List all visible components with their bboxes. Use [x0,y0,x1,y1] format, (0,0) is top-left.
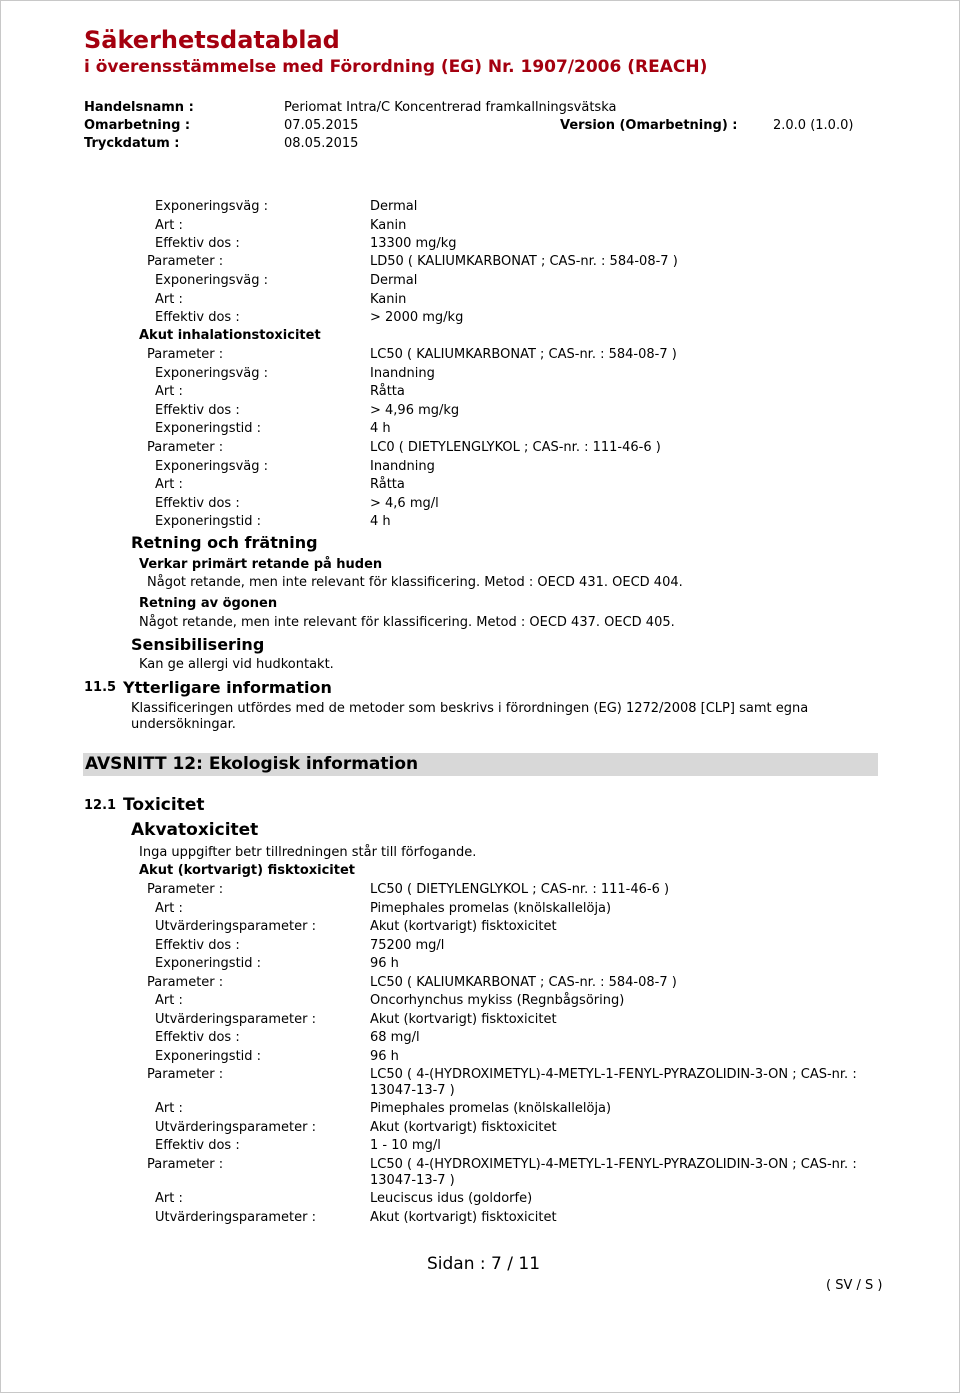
duration-value: 4 h [370,421,391,436]
eval-param-label: Utvärderingsparameter : [155,919,317,934]
skin-heading: Verkar primärt retande på huden [139,557,383,572]
print-date-label: Tryckdatum : [84,136,180,151]
dose-label: Effektiv dos : [155,236,240,251]
dose-value: 75200 mg/l [370,938,445,953]
species-label: Art : [155,292,183,307]
route-value: Dermal [370,273,418,288]
eval-param-value: Akut (kortvarigt) fisktoxicitet [370,1012,557,1027]
parameter-value: LC0 ( DIETYLENGLYKOL ; CAS-nr. : 111-46-6 ) [370,440,661,455]
fish-toxicity-heading: Akut (kortvarigt) fisktoxicitet [139,863,356,878]
sensitization-text: Kan ge allergi vid hudkontakt. [139,657,334,672]
dose-label: Effektiv dos : [155,1138,240,1153]
species-value: Oncorhynchus mykiss (Regnbågsöring) [370,993,625,1008]
parameter-label: Parameter : [147,1067,224,1082]
route-value: Inandning [370,366,435,381]
section-12-title: AVSNITT 12: Ekologisk information [85,754,419,774]
species-value: Pimephales promelas (knölskallelöja) [370,901,612,916]
parameter-value: LC50 ( 4-(HYDROXIMETYL)-4-METYL-1-FENYL-PYRAZOLIDIN-3-ON ; CAS-nr. : 13047-13-7 ) [370,1067,857,1098]
dose-value: > 4,6 mg/l [370,496,439,511]
document-title: Säkerhetsdatablad [84,26,340,54]
further-info-heading: Ytterligare information [123,678,332,697]
duration-value: 96 h [370,956,399,971]
section-number: 12.1 [84,798,117,813]
revision-label: Omarbetning : [84,118,191,133]
duration-value: 96 h [370,1049,399,1064]
parameter-label: Parameter : [147,1157,224,1172]
print-date-value: 08.05.2015 [284,136,359,151]
species-label: Art : [155,218,183,233]
revision-date: 07.05.2015 [284,118,359,133]
species-value: Råtta [370,384,405,399]
further-info-text: Klassificeringen utfördes med de metoder som beskrivs i förordningen (EG) 1272/2008 [CLP] samt egna undersökningar. [131,701,809,732]
route-label: Exponeringsväg : [155,273,268,288]
parameter-value: LD50 ( KALIUMKARBONAT ; CAS-nr. : 584-08-7 ) [370,254,678,269]
version-value: 2.0.0 (1.0.0) [773,118,854,133]
parameter-label: Parameter : [147,975,224,990]
species-value: Pimephales promelas (knölskallelöja) [370,1101,612,1116]
corrosion-heading: Retning och frätning [131,533,318,552]
species-label: Art : [155,1101,183,1116]
trade-name-label: Handelsnamn : [84,100,194,115]
parameter-value: LC50 ( DIETYLENGLYKOL ; CAS-nr. : 111-46-6 ) [370,882,670,897]
language-code: ( SV / S ) [826,1278,883,1293]
version-label: Version (Omarbetning) : [560,118,738,133]
dose-label: Effektiv dos : [155,938,240,953]
eval-param-label: Utvärderingsparameter : [155,1210,317,1225]
dose-label: Effektiv dos : [155,310,240,325]
route-label: Exponeringsväg : [155,459,268,474]
species-label: Art : [155,901,183,916]
inhalation-heading: Akut inhalationstoxicitet [139,328,321,343]
eval-param-value: Akut (kortvarigt) fisktoxicitet [370,919,557,934]
dose-value: > 2000 mg/kg [370,310,464,325]
species-label: Art : [155,993,183,1008]
species-label: Art : [155,384,183,399]
duration-label: Exponeringstid : [155,514,262,529]
eye-heading: Retning av ögonen [139,596,278,611]
species-label: Art : [155,1191,183,1206]
species-label: Art : [155,477,183,492]
duration-label: Exponeringstid : [155,1049,262,1064]
dose-value: > 4,96 mg/kg [370,403,460,418]
duration-value: 4 h [370,514,391,529]
parameter-value: LC50 ( 4-(HYDROXIMETYL)-4-METYL-1-FENYL-PYRAZOLIDIN-3-ON ; CAS-nr. : 13047-13-7 ) [370,1157,857,1188]
parameter-value: LC50 ( KALIUMKARBONAT ; CAS-nr. : 584-08-7 ) [370,975,677,990]
species-value: Råtta [370,477,405,492]
parameter-label: Parameter : [147,882,224,897]
route-value: Dermal [370,199,418,214]
sensitization-heading: Sensibilisering [131,635,265,654]
skin-text: Något retande, men inte relevant för klassificering. Metod : OECD 431. OECD 404. [147,575,683,590]
page-number: Sidan : 7 / 11 [427,1254,541,1274]
parameter-label: Parameter : [147,440,224,455]
eval-param-label: Utvärderingsparameter : [155,1120,317,1135]
dose-value: 13300 mg/kg [370,236,457,251]
parameter-label: Parameter : [147,347,224,362]
parameter-value: LC50 ( KALIUMKARBONAT ; CAS-nr. : 584-08-7 ) [370,347,677,362]
duration-label: Exponeringstid : [155,421,262,436]
eye-text: Något retande, men inte relevant för klassificering. Metod : OECD 437. OECD 405. [139,615,675,630]
dose-label: Effektiv dos : [155,496,240,511]
dose-label: Effektiv dos : [155,1030,240,1045]
section-number: 11.5 [84,680,117,695]
dose-label: Effektiv dos : [155,403,240,418]
section-12-band [83,753,878,776]
route-label: Exponeringsväg : [155,366,268,381]
eval-param-value: Akut (kortvarigt) fisktoxicitet [370,1120,557,1135]
route-value: Inandning [370,459,435,474]
route-label: Exponeringsväg : [155,199,268,214]
aquatic-toxicity-heading: Akvatoxicitet [131,820,259,840]
eval-param-value: Akut (kortvarigt) fisktoxicitet [370,1210,557,1225]
dose-value: 1 - 10 mg/l [370,1138,441,1153]
eval-param-label: Utvärderingsparameter : [155,1012,317,1027]
species-value: Kanin [370,218,407,233]
species-value: Leuciscus idus (goldorfe) [370,1191,533,1206]
dose-value: 68 mg/l [370,1030,420,1045]
toxicity-heading: Toxicitet [123,795,205,815]
trade-name-value: Periomat Intra/C Koncentrerad framkallningsvätska [284,100,617,115]
aquatic-text: Inga uppgifter betr tillredningen står till förfogande. [139,845,477,860]
duration-label: Exponeringstid : [155,956,262,971]
species-value: Kanin [370,292,407,307]
document-subtitle: i överensstämmelse med Förordning (EG) Nr. 1907/2006 (REACH) [84,57,708,77]
parameter-label: Parameter : [147,254,224,269]
